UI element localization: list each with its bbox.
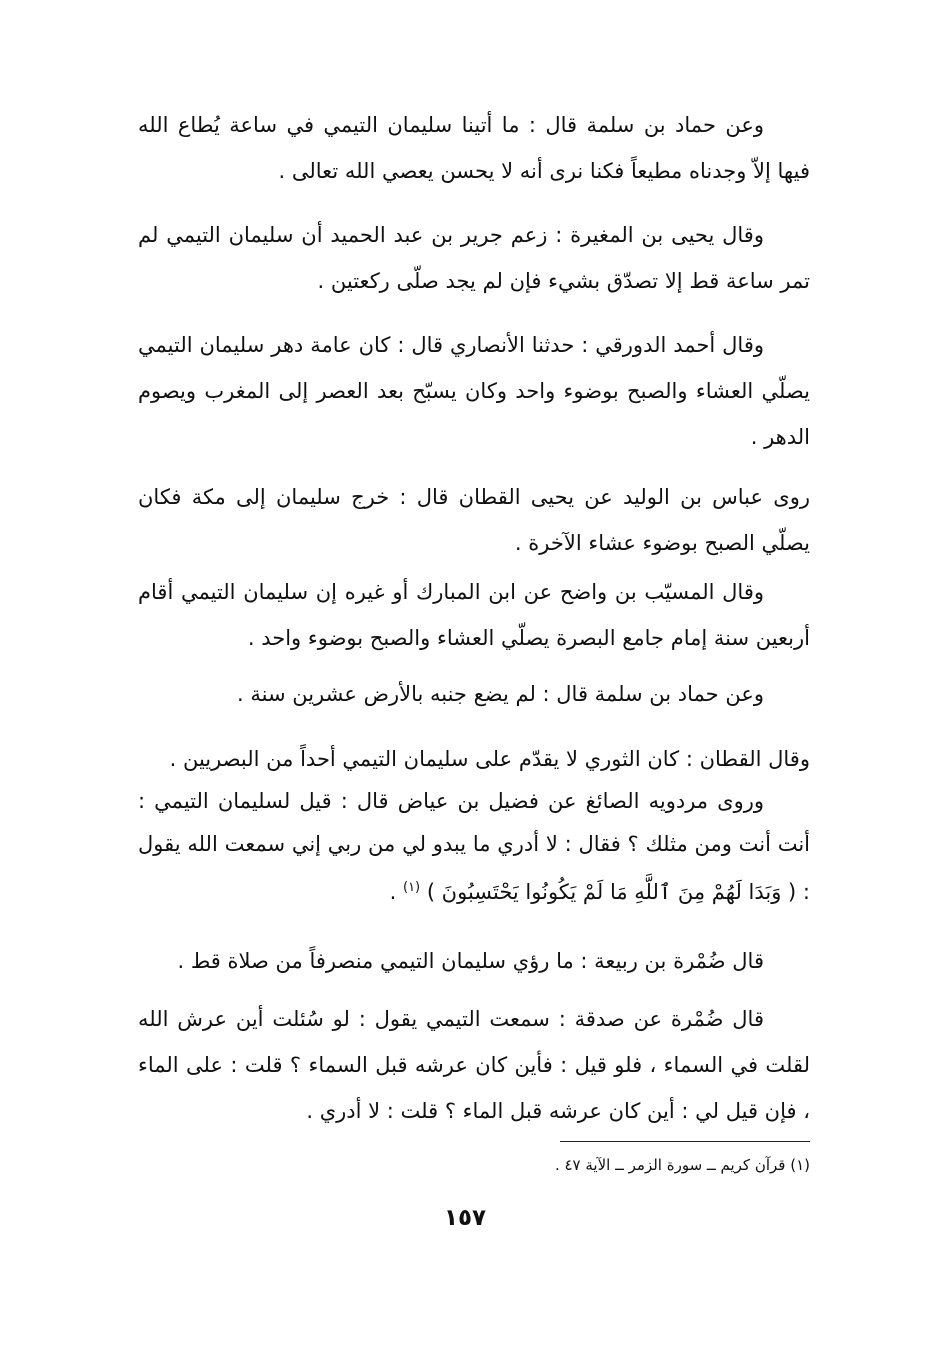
- footnote: (١) قرآن كريم ــ سورة الزمر ــ الآية ٤٧ .: [554, 1156, 810, 1174]
- paragraph-text: وعن حماد بن سلمة قال : لم يضع جنبه بالأرض عشرين سنة .: [237, 682, 764, 706]
- paragraph-musayyib-basra: [138, 569, 810, 661]
- paragraph-damra-throne: [138, 996, 810, 1134]
- paragraph-damra-prayer: [138, 938, 810, 984]
- paragraph-text: وروى مردويه الصائغ عن فضيل بن عياض قال : قيل لسليمان التيمي : أنت أنت ومن مثلك ؟ فقال : لا أدري ما يبدو لي من ربي إني سمعت الله يقول : ( وَبَدَا لَهُمْ مِنَ ٱللَّهِ مَا لَمْ يَكُونُوا يَحْتَسِبُونَ ): [138, 789, 810, 904]
- paragraph-end-punctuation: .: [389, 880, 403, 904]
- footnote-divider: [560, 1141, 810, 1142]
- paragraph-text: وعن حماد بن سلمة قال : ما أتينا سليمان التيمي في ساعة يُطاع الله فيها إلاّ وجدناه مطيعاً فكنا نرى أنه لا يحسن يعصي الله تعالى .: [138, 113, 810, 183]
- page-number: ١٥٧: [443, 1205, 487, 1231]
- paragraph-text: قال ضُمْرة بن ربيعة : ما رؤي سليمان التيمي منصرفاً من صلاة قط .: [177, 949, 764, 973]
- paragraph-text: وقال يحيى بن المغيرة : زعم جرير بن عبد الحميد أن سليمان التيمي لم تمر ساعة قط إلا تصدّق بشيء فإن لم يجد صلّى ركعتين .: [138, 223, 810, 293]
- paragraph-yahya-charity: [138, 212, 810, 304]
- paragraph-dawraqi-prayer: [138, 322, 810, 460]
- paragraph-text: قال ضُمْرة عن صدقة : سمعت التيمي يقول : لو سُئلت أين عرش الله لقلت في السماء ، فلو قيل : فأين كان عرشه قبل السماء ؟ قلت : على الماء ، فإن قيل لي : أين كان عرشه قبل الماء ؟ قلت : لا أدري .: [138, 1007, 810, 1123]
- footnote-marker: (١): [402, 880, 421, 895]
- paragraph-hammad-sleep: [138, 671, 810, 717]
- paragraph-mardawayh-quran: [138, 780, 810, 914]
- paragraph-abbas-mecca: [138, 474, 810, 566]
- paragraph-qattan-thawri: [138, 736, 810, 782]
- paragraph-text: روى عباس بن الوليد عن يحيى القطان قال : خرج سليمان إلى مكة فكان يصلّي الصبح بوضوء عشاء الآخرة .: [138, 485, 810, 555]
- paragraph-text: وقال المسيّب بن واضح عن ابن المبارك أو غيره إن سليمان التيمي أقام أربعين سنة إمام جامع البصرة يصلّي العشاء والصبح بوضوء واحد .: [138, 580, 810, 650]
- paragraph-hammad-obedience: [138, 102, 810, 194]
- paragraph-text: وقال أحمد الدورقي : حدثنا الأنصاري قال : كان عامة دهر سليمان التيمي يصلّي العشاء والصبح بوضوء واحد وكان يسبّح بعد العصر إلى المغرب ويصوم الدهر .: [138, 333, 810, 449]
- paragraph-text: وقال القطان : كان الثوري لا يقدّم على سليمان التيمي أحداً من البصريين .: [169, 747, 810, 771]
